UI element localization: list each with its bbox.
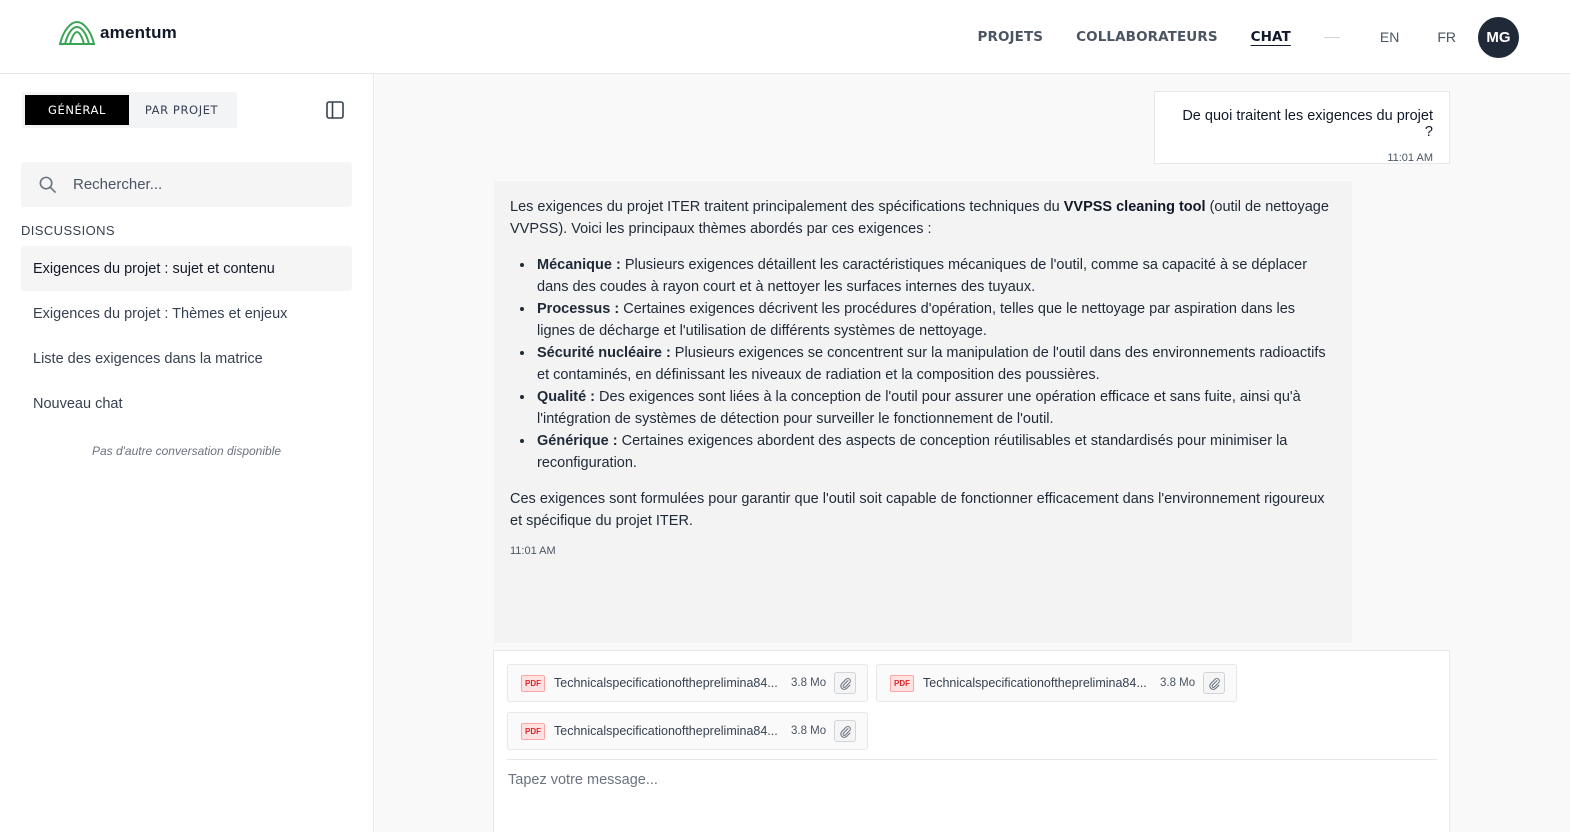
empty-conversations-note: Pas d'autre conversation disponible [91,444,282,458]
theme-title: Processus : [537,301,620,317]
pdf-icon: PDF [521,675,545,692]
user-message-time: 11:01 AM [1387,152,1433,164]
attachment-chip[interactable] [876,664,1237,702]
top-header [0,0,1570,74]
theme-text: Des exigences sont liées à la conception de l'outil pour assurer une opération efficace et sans fuite, ainsi qu'à l'intégration de systèmes de détection pour surveiller le fonctionnement de l'outil. [537,389,1301,427]
nav-projets[interactable]: PROJETS [977,29,1044,45]
attachment-size: 3.8 Mo [791,725,827,737]
theme-title: Générique : [537,433,618,449]
user-message-text: De quoi traitent les exigences du projet ? [1182,108,1433,140]
list-item [535,386,1336,430]
theme-title: Qualité : [537,389,596,405]
theme-text: Plusieurs exigences se concentrent sur la manipulation de l'outil dans des environnements radioactifs et contaminés, en définissant les niveaux de radiation et la composition des poussières. [537,345,1326,383]
scope-tabs [22,92,237,128]
assistant-message-time: 11:01 AM [510,545,556,557]
theme-text: Certaines exigences abordent des aspects de conception réutilisables et standardisés pour minimiser la reconfiguration. [537,433,1288,471]
list-item [535,254,1336,298]
user-avatar[interactable]: MG [1478,17,1519,58]
nav-separator [1324,37,1340,38]
conversation-item[interactable]: Liste des exigences dans la matrice [33,350,263,367]
theme-text: Certaines exigences décrivent les procédures d'opération, telles que le nettoyage par aspiration dans les lignes de décharge et l'utilisation de différents systèmes de nettoyage. [537,301,1296,339]
pdf-icon: PDF [521,723,545,740]
paperclip-icon[interactable] [1203,672,1225,694]
assistant-conclusion: Ces exigences sont formulées pour garantir que l'outil soit capable de fonctionner efficacement dans l'environnement rigoureux et spécifique du projet ITER. [510,491,1325,529]
tab-general[interactable]: GÉNÉRAL [25,95,129,125]
search-icon [38,175,57,194]
composer-divider [507,759,1437,760]
message-input[interactable] [508,772,1428,788]
assistant-intro [510,196,1336,240]
logo-text: amentum [100,23,177,42]
pdf-icon: PDF [890,675,914,692]
theme-text: Plusieurs exigences détaillent les caractéristiques mécaniques de l'outil, comme sa capacité à se déplacer dans des coudes à rayon court et à nettoyer les surfaces internes des tuyaux. [537,257,1308,295]
amentum-logo-icon [58,20,96,46]
attachment-name: Technicalspecificationoftheprelimina84... [554,676,778,690]
paperclip-icon[interactable] [834,720,856,742]
list-item [535,342,1336,386]
main-nav [944,0,1570,74]
conversation-list [21,246,352,426]
attachment-chip[interactable] [507,712,868,750]
attachment-name: Technicalspecificationoftheprelimina84... [554,724,778,738]
paperclip-icon[interactable] [834,672,856,694]
list-item [535,430,1336,474]
user-message [1154,91,1450,164]
lang-fr[interactable]: FR [1437,29,1456,45]
list-item [535,298,1336,342]
assistant-message [494,181,1352,643]
intro-bold: VVPSS cleaning tool [1063,199,1206,215]
attachment-name: Technicalspecificationoftheprelimina84... [923,676,1147,690]
search-box [21,162,352,207]
tab-par-projet[interactable]: PAR PROJET [144,103,219,117]
intro-text: Les exigences du projet ITER traitent principalement des spécifications techniques du [510,199,1064,215]
nav-chat[interactable]: CHAT [1250,29,1291,45]
nav-collaborateurs[interactable]: COLLABORATEURS [1076,29,1218,45]
theme-title: Mécanique : [537,257,621,273]
attachment-size: 3.8 Mo [791,677,827,689]
sidebar-toggle-icon[interactable] [326,101,344,119]
conversation-item[interactable]: Exigences du projet : Thèmes et enjeux [33,305,288,322]
chat-area [375,74,1570,832]
conversation-item[interactable]: Nouveau chat [33,395,123,412]
theme-title: Sécurité nucléaire : [537,345,671,361]
search-input[interactable] [73,176,333,193]
themes-list [535,254,1336,474]
intro-text-end: (outil de nettoyage VVPSS). Voici les principaux thèmes abordés par ces exigences : [510,199,1329,237]
attachment-chip[interactable] [507,664,868,702]
attachment-size: 3.8 Mo [1160,677,1196,689]
message-composer [493,650,1450,832]
sidebar [0,74,374,832]
lang-en[interactable]: EN [1379,29,1400,45]
discussions-label: DISCUSSIONS [21,223,115,238]
conversation-item[interactable]: Exigences du projet : sujet et contenu [21,246,352,291]
logo[interactable] [58,20,177,46]
